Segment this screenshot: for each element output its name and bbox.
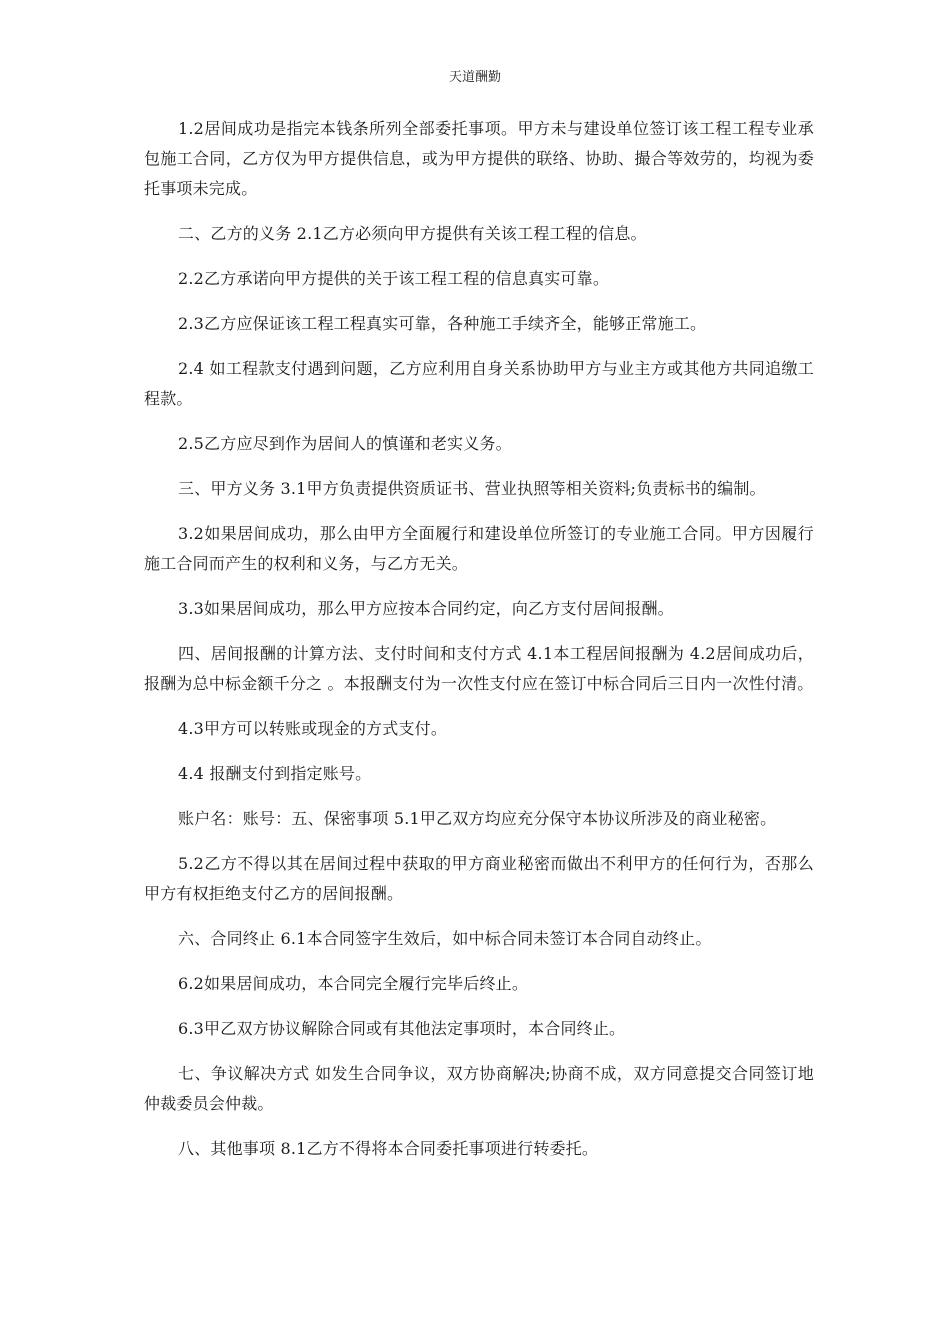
paragraph: 5.2乙方不得以其在居间过程中获取的甲方商业秘密而做出不利甲方的任何行为，否那么甲方有权拒绝支付乙方的居间报酬。 [144,854,814,903]
page-header: 天道酬勤 [448,70,501,85]
paragraph: 三、甲方义务 3.1甲方负责提供资质证书、营业执照等相关资料;负责标书的编制。 [178,479,766,498]
paragraph: 2.4 如工程款支付遇到问题，乙方应利用自身关系协助甲方与业主方或其他方共同追缴工程款。 [144,359,814,408]
paragraph: 1.2居间成功是指完本钱条所列全部委托事项。甲方未与建设单位签订该工程工程专业承包施工合同，乙方仅为甲方提供信息，或为甲方提供的联络、协助、撮合等效劳的，均视为委托事项未完成。 [144,119,814,198]
paragraph: 2.2乙方承诺向甲方提供的关于该工程工程的信息真实可靠。 [178,269,610,288]
paragraph: 4.3甲方可以转账或现金的方式支付。 [178,719,448,738]
paragraph: 七、争议解决方式 如发生合同争议，双方协商解决;协商不成，双方同意提交合同签订地仲裁委员会仲裁。 [144,1064,814,1113]
paragraph: 2.3乙方应保证该工程工程真实可靠，各种施工手续齐全，能够正常施工。 [178,314,707,333]
paragraph: 六、合同终止 6.1本合同签字生效后，如中标合同未签订本合同自动终止。 [178,929,712,948]
paragraph: 账户名：账号：五、保密事项 5.1甲乙双方均应充分保守本协议所涉及的商业秘密。 [178,809,777,828]
paragraph: 2.5乙方应尽到作为居间人的慎谨和老实义务。 [178,434,512,453]
paragraph: 八、其他事项 8.1乙方不得将本合同委托事项进行转委托。 [178,1139,599,1158]
paragraph: 四、居间报酬的计算方法、支付时间和支付方式 4.1本工程居间报酬为 4.2居间成功后，报酬为总中标金额千分之 。本报酬支付为一次性支付应在签订中标合同后三日内一次性付清。 [144,644,814,693]
paragraph: 6.3甲乙双方协议解除合同或有其他法定事项时，本合同终止。 [178,1019,626,1038]
paragraph: 6.2如果居间成功，本合同完全履行完毕后终止。 [178,974,529,993]
paragraph: 二、乙方的义务 2.1乙方必须向甲方提供有关该工程工程的信息。 [178,224,647,243]
paragraph: 3.2如果居间成功，那么由甲方全面履行和建设单位所签订的专业施工合同。甲方因履行施工合同而产生的权利和义务，与乙方无关。 [144,524,814,573]
paragraph: 4.4 报酬支付到指定账号。 [178,764,372,783]
document-body [144,114,814,1179]
paragraph: 3.3如果居间成功，那么甲方应按本合同约定，向乙方支付居间报酬。 [178,599,674,618]
